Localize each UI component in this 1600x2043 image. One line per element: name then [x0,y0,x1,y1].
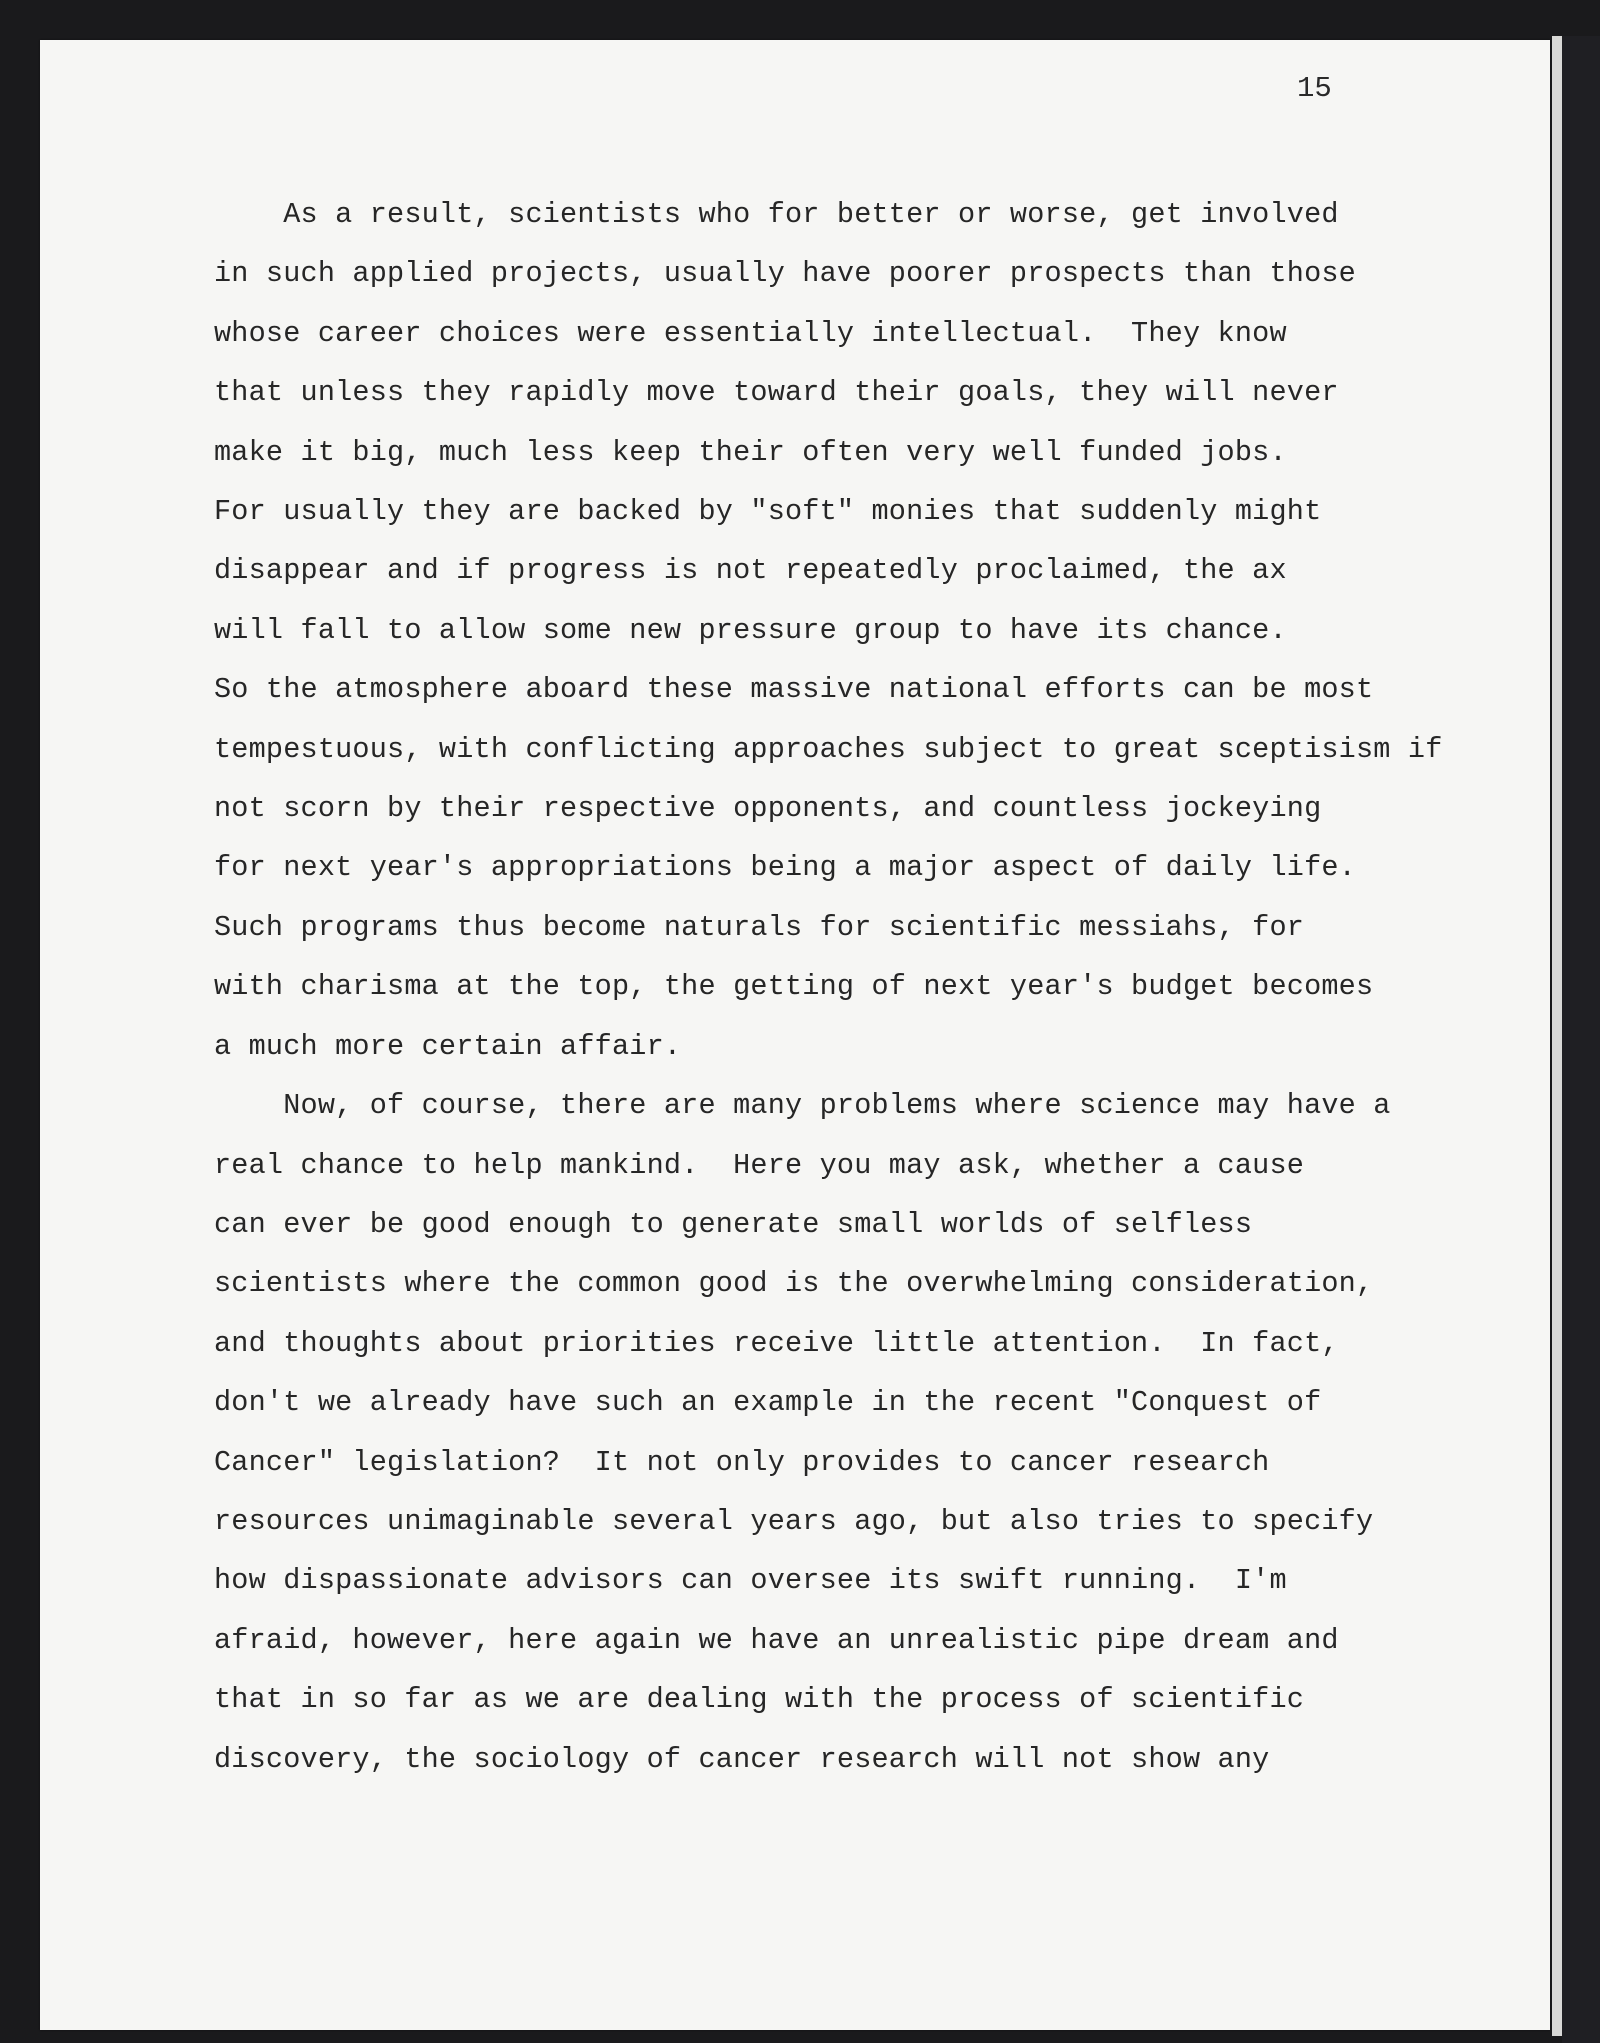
text-line: a much more certain affair. [214,1029,682,1063]
text-line: for next year's appropriations being a major aspect of daily life. [214,851,1356,885]
text-line: that unless they rapidly move toward their goals, they will never [214,376,1339,410]
text-line: will fall to allow some new pressure group to have its chance. [214,613,1287,647]
text-line: disappear and if progress is not repeatedly proclaimed, the ax [214,554,1287,588]
text-line: Now, of course, there are many problems where science may have a [214,1089,1391,1123]
text-line: whose career choices were essentially intellectual. They know [214,316,1287,350]
page-number: 15 [1297,72,1332,105]
text-line: in such applied projects, usually have poorer prospects than those [214,257,1356,291]
text-line: So the atmosphere aboard these massive national efforts can be most [214,673,1374,707]
text-line: Cancer" legislation? It not only provides to cancer research [214,1445,1270,1479]
text-line: afraid, however, here again we have an unrealistic pipe dream and [214,1623,1339,1657]
text-line: can ever be good enough to generate small worlds of selfless [214,1207,1253,1241]
text-line: scientists where the common good is the overwhelming consideration, [214,1267,1374,1301]
text-line: discovery, the sociology of cancer research will not show any [214,1742,1270,1776]
text-line: that in so far as we are dealing with the process of scientific [214,1683,1305,1717]
text-line: how dispassionate advisors can oversee its swift running. I'm [214,1564,1287,1598]
text-line: make it big, much less keep their often very well funded jobs. [214,435,1287,469]
text-line: tempestuous, with conflicting approaches subject to great sceptisism if [214,732,1443,766]
text-line: with charisma at the top, the getting of next year's budget becomes [214,970,1374,1004]
text-line: Such programs thus become naturals for scientific messiahs, for [214,910,1305,944]
text-line: and thoughts about priorities receive little attention. In fact, [214,1326,1339,1360]
text-line: real chance to help mankind. Here you may ask, whether a cause [214,1148,1305,1182]
body-text [214,185,1574,1789]
text-line: not scorn by their respective opponents, and countless jockeying [214,792,1322,826]
text-line: resources unimaginable several years ago, but also tries to specify [214,1504,1374,1538]
text-line: As a result, scientists who for better or worse, get involved [214,198,1339,231]
text-line: For usually they are backed by "soft" monies that suddenly might [214,495,1322,529]
text-line: don't we already have such an example in the recent "Conquest of [214,1386,1322,1420]
